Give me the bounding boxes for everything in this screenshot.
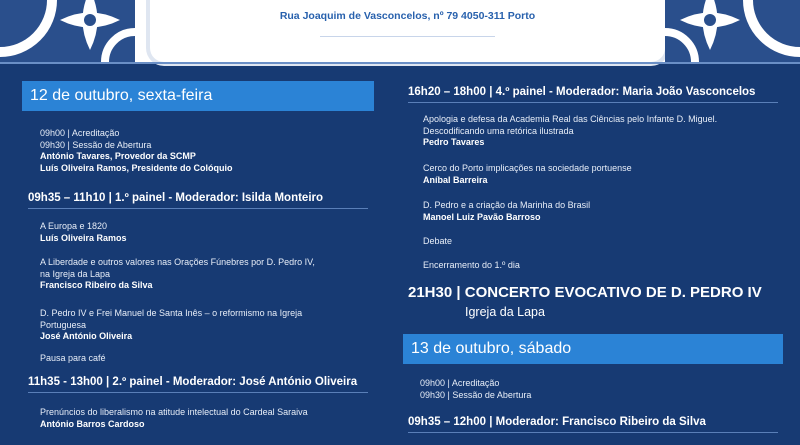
speaker-name: José António Oliveira [40, 331, 133, 341]
panel-time: 11h35 - 13h00 [28, 376, 103, 388]
talk-item [40, 407, 308, 430]
talk-title: A Europa e 1820 [40, 221, 108, 231]
day2-panel-heading [408, 416, 778, 433]
page-header [0, 0, 800, 62]
panel-label: | 2.º painel - Moderador: José António Oliveira [102, 376, 358, 388]
break-label: Pausa para café [40, 353, 106, 363]
concert-venue: Igreja da Lapa [465, 305, 545, 319]
concert-title: 21H30 | CONCERTO EVOCATIVO DE D. PEDRO IV [408, 284, 762, 301]
schedule-item: 09h30 | Sessão de Abertura [40, 139, 152, 150]
closing-label: Encerramento do 1.º dia [423, 260, 520, 270]
speaker-name: Luís Oliveira Ramos, Presidente do Colóquio [40, 162, 233, 173]
opening-block [40, 128, 233, 174]
day-heading-13-oct: 13 de outubro, sábado [403, 334, 783, 364]
talk-title-cont: Descodificando uma retórica ilustrada [423, 125, 574, 136]
talk-item [40, 257, 315, 292]
talk-title: A Liberdade e outros valores nas Orações Fúnebres por D. Pedro IV, [40, 257, 315, 267]
speaker-name: Pedro Tavares [423, 137, 485, 147]
schedule-item: 09h00 | Acreditação [420, 378, 500, 388]
azulejo-tile-left [0, 0, 135, 62]
opening-block [420, 378, 531, 401]
talk-title: Apologia e defesa da Academia Real das Ciências pelo Infante D. Miguel. [423, 114, 718, 124]
panel-1-heading [28, 192, 368, 209]
speaker-name: Francisco Ribeiro da Silva [40, 280, 153, 290]
day-heading-12-oct: 12 de outubro, sexta-feira [22, 81, 374, 111]
speaker-name: Aníbal Barreira [423, 174, 488, 185]
debate-label: Debate [423, 236, 453, 246]
panel-4-heading [408, 86, 778, 103]
speaker-name: Luís Oliveira Ramos [40, 232, 127, 243]
panel-time: 09h35 – 12h00 [408, 416, 487, 428]
panel-2-heading [28, 376, 368, 393]
panel-label: | Moderador: Francisco Ribeiro da Silva [486, 416, 706, 428]
debate-item [423, 236, 452, 248]
talk-title: D. Pedro IV e Frei Manuel de Santa Inês – o reformismo na Igreja [40, 308, 303, 318]
talk-item [423, 163, 632, 186]
talk-item [423, 114, 717, 149]
address-card [150, 0, 665, 62]
panel-time: 16h20 – 18h00 [408, 86, 487, 98]
talk-title-cont: na Igreja da Lapa [40, 268, 111, 279]
panel-time: 09h35 – 11h10 [28, 192, 106, 204]
azulejo-tile-right [665, 0, 800, 62]
speaker-name: António Barros Cardoso [40, 418, 145, 429]
venue-address: Rua Joaquim de Vasconcelos, nº 79 4050-311 Porto [279, 10, 536, 22]
speaker-name: António Tavares, Provedor da SCMP [40, 151, 196, 161]
talk-title: Prenúncios do liberalismo na atitude intelectual do Cardeal Saraiva [40, 407, 308, 417]
talk-title: D. Pedro e a criação da Marinha do Brasil [423, 200, 591, 210]
panel-label: | 4.º painel - Moderador: Maria João Vasconcelos [486, 86, 756, 98]
panel-label: | 1.º painel - Moderador: Isilda Monteiro [105, 192, 324, 204]
talk-item [423, 200, 590, 223]
schedule-item: 09h00 | Acreditação [40, 128, 120, 138]
talk-title-cont: Portuguesa [40, 319, 87, 330]
schedule-item: 09h30 | Sessão de Abertura [420, 389, 532, 400]
talk-title: Cerco do Porto implicações na sociedade portuense [423, 163, 632, 173]
talk-item [40, 308, 302, 343]
address-divider [320, 36, 495, 37]
header-divider [0, 62, 800, 64]
coffee-break [40, 353, 106, 365]
talk-item [40, 221, 127, 244]
speaker-name: Manoel Luiz Pavão Barroso [423, 211, 541, 222]
closing-item [423, 260, 520, 272]
